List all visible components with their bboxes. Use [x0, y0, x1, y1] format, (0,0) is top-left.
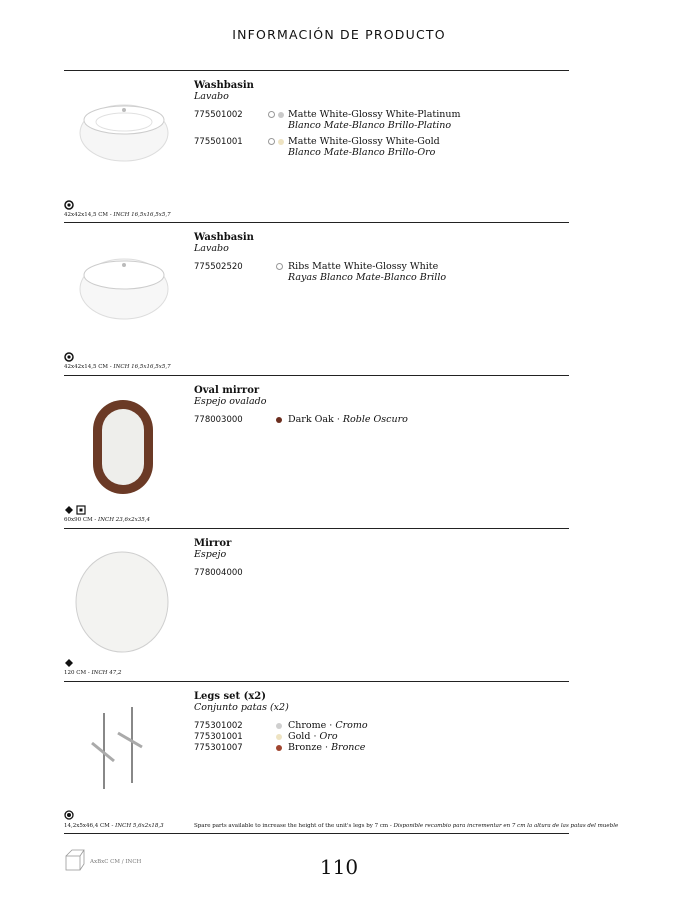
bronze-swatch — [276, 745, 282, 751]
platinum-swatch — [278, 112, 284, 118]
product-code: 775301007 — [194, 743, 243, 753]
legs-set-image — [84, 703, 154, 799]
white-swatch — [268, 111, 275, 118]
oval-mirror-image — [90, 397, 156, 497]
gold-swatch — [276, 734, 282, 740]
finish-swatches — [276, 743, 285, 753]
surface-mount-icon — [64, 352, 74, 362]
product-code: 775501001 — [194, 137, 243, 147]
white-swatch — [268, 138, 275, 145]
white-swatch — [276, 263, 283, 270]
product-code: 778004000 — [194, 568, 243, 578]
finish-label: Chrome · Cromo — [288, 720, 368, 731]
page-header: INFORMACIÓN DE PRODUCTO — [232, 27, 446, 42]
product-code: 775301001 — [194, 732, 243, 742]
section-divider — [64, 833, 569, 834]
product-subtitle: Espejo — [194, 549, 227, 560]
page-number: 110 — [319, 855, 359, 879]
product-code: 775501002 — [194, 110, 243, 120]
dimensions: 60x90 CM - INCH 23,6x2x35,4 — [64, 517, 150, 523]
floor-standing-icon — [64, 810, 74, 820]
product-section-washbasin-1 — [64, 70, 569, 222]
finish-swatches — [276, 732, 285, 742]
product-title: Legs set (x2) — [194, 691, 266, 702]
chrome-swatch — [276, 723, 282, 729]
wall-mount-icon — [64, 658, 74, 668]
finish-swatches — [276, 262, 286, 272]
product-section-legs — [64, 681, 619, 833]
product-subtitle: Espejo ovalado — [194, 396, 267, 407]
finish-label: Bronze · Bronce — [288, 742, 366, 753]
gold-swatch — [278, 139, 284, 145]
product-subtitle: Lavabo — [194, 243, 229, 254]
dimensions: 42x42x14,5 CM - INCH 16,5x16,5x5,7 — [64, 212, 171, 218]
product-title: Mirror — [194, 538, 232, 549]
round-mirror-image — [74, 550, 170, 654]
dimensions: 42x42x14,5 CM - INCH 16,5x16,5x5,7 — [64, 364, 171, 370]
finish-swatches — [276, 721, 285, 731]
dark-oak-swatch — [276, 417, 282, 423]
finish-label: Matte White-Glossy White-Gold Blanco Mate-Blanco Brillo-Oro — [288, 136, 440, 158]
finish-label: Matte White-Glossy White-Platinum Blanco Mate-Blanco Brillo-Platino — [288, 109, 461, 131]
product-section-mirror — [64, 528, 569, 681]
product-subtitle: Lavabo — [194, 91, 229, 102]
product-section-oval-mirror — [64, 375, 569, 528]
washbasin-image — [74, 247, 174, 327]
dimensions: 120 CM - INCH 47,2 — [64, 670, 122, 676]
product-title: Washbasin — [194, 232, 254, 243]
product-section-washbasin-2 — [64, 222, 569, 375]
product-title: Washbasin — [194, 80, 254, 91]
product-code: 778003000 — [194, 415, 243, 425]
surface-mount-icon — [64, 200, 74, 210]
finish-swatches — [268, 137, 287, 147]
dimension-legend: AxBxC CM / INCH — [90, 859, 142, 865]
finish-swatches — [276, 415, 285, 425]
wall-mount-icon — [64, 505, 88, 515]
product-code: 775502520 — [194, 262, 243, 272]
finish-swatches — [268, 110, 287, 120]
washbasin-image — [74, 88, 174, 168]
product-title: Oval mirror — [194, 385, 260, 396]
product-code: 775301002 — [194, 721, 243, 731]
product-subtitle: Conjunto patas (x2) — [194, 702, 289, 713]
dimensions: 14,2x5x46,4 CM - INCH 5,6x2x18,3 — [64, 823, 164, 829]
finish-label: Gold · Oro — [288, 731, 338, 742]
finish-label: Ribs Matte White-Glossy White Rayas Blanco Mate-Blanco Brillo — [288, 261, 447, 283]
spare-parts-note: Spare parts available to increase the height of the unit's legs by 7 cm - Disponible recambio para incrementar en 7 cm la altura de las patas del mueble — [194, 823, 619, 829]
finish-label: Dark Oak · Roble Oscuro — [288, 414, 408, 425]
